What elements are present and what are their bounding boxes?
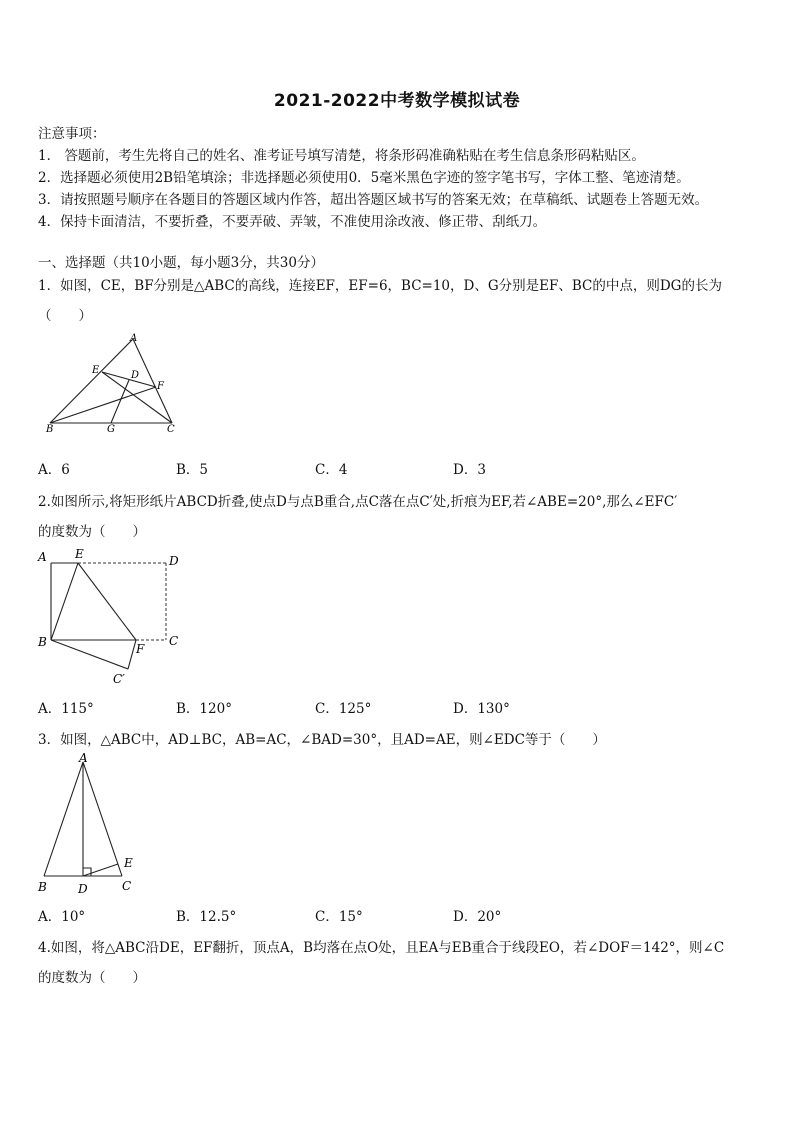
q1-label-b: B: [46, 424, 54, 435]
note-item-2: 2．选择题必须使用2B铅笔填涂；非选择题必须使用0．5毫米黑色字迹的签字笔书写，字体工整、笔迹清楚。: [38, 170, 690, 186]
q2-label-e: E: [75, 547, 84, 561]
q1-label-a: A: [130, 333, 138, 344]
q2-option-c: C．125°: [315, 701, 372, 717]
question-2-figure: [34, 545, 184, 687]
question-3-text: 3．如图，△ABC中，AD⊥BC，AB=AC，∠BAD=30°，且AD=AE，则∠EDC等于（ ）: [38, 732, 606, 748]
q2-option-d: D．130°: [453, 701, 510, 717]
note-item-3: 3．请按照题号顺序在各题目的答题区域内作答，超出答题区域书写的答案无效；在草稿纸、试题卷上答题无效。: [38, 192, 709, 208]
note-item-4: 4．保持卡面清洁，不要折叠，不要弄破、弄皱，不准使用涂改液、修正带、刮纸刀。: [38, 214, 547, 230]
q1-option-a: A．6: [38, 462, 70, 478]
question-4-text: 4.如图，将△ABC沿DE，EF翻折，顶点A，B均落在点O处，且EA与EB重合于线段EO，若∠DOF＝142°，则∠C: [38, 940, 725, 956]
q3-option-b: B．12.5°: [176, 909, 237, 925]
q1-option-c: C．4: [315, 462, 348, 478]
q3-label-b: B: [38, 880, 47, 894]
q3-label-a: A: [79, 752, 88, 765]
q3-label-d: D: [78, 882, 88, 896]
question-2-blank: 的度数为（ ）: [38, 524, 146, 540]
q3-option-c: C．15°: [315, 909, 363, 925]
q1-label-f: F: [157, 381, 164, 392]
q2-label-c-prime: C′: [113, 672, 125, 686]
q2-label-f: F: [136, 642, 145, 656]
q3-label-e: E: [124, 856, 133, 870]
note-item-1: 1． 答题前，考生先将自己的姓名、准考证号填写清楚，将条形码准确粘贴在考生信息条形码粘贴区。: [38, 148, 645, 164]
question-1-text: 1．如图，CE，BF分别是△ABC的高线，连接EF，EF=6，BC=10，D、G分别是EF、BC的中点，则DG的长为: [38, 278, 722, 294]
q2-label-a: A: [38, 550, 47, 564]
question-2-text: 2.如图所示,将矩形纸片ABCD折叠,使点D与点B重合,点C落在点C′处,折痕为EF,若∠ABE=20°,那么∠EFC′: [38, 494, 678, 510]
question-4-blank: 的度数为（ ）: [38, 970, 146, 986]
question-1-figure: [40, 333, 190, 435]
q1-option-d: D．3: [453, 462, 486, 478]
question-3-figure: [34, 752, 144, 897]
q1-label-c: C: [167, 424, 175, 435]
q2-label-d: D: [169, 554, 179, 568]
q1-label-g: G: [107, 424, 115, 435]
q3-label-c: C: [122, 879, 132, 893]
q3-option-a: A．10°: [38, 909, 86, 925]
q2-option-b: B．120°: [176, 701, 232, 717]
q2-label-c: C: [169, 634, 179, 648]
q1-option-b: B．5: [176, 462, 209, 478]
q1-label-d: D: [131, 370, 140, 381]
q1-label-e: E: [92, 365, 100, 376]
question-1-blank: （ ）: [38, 308, 92, 324]
section-heading: 一、选择题（共10小题，每小题3分，共30分）: [38, 255, 324, 271]
notes-heading: 注意事项：: [38, 126, 106, 142]
q2-label-b: B: [38, 635, 47, 649]
q3-option-d: D．20°: [453, 909, 502, 925]
page-title: 2021-2022中考数学模拟试卷: [273, 91, 521, 111]
q2-option-a: A．115°: [38, 701, 94, 717]
